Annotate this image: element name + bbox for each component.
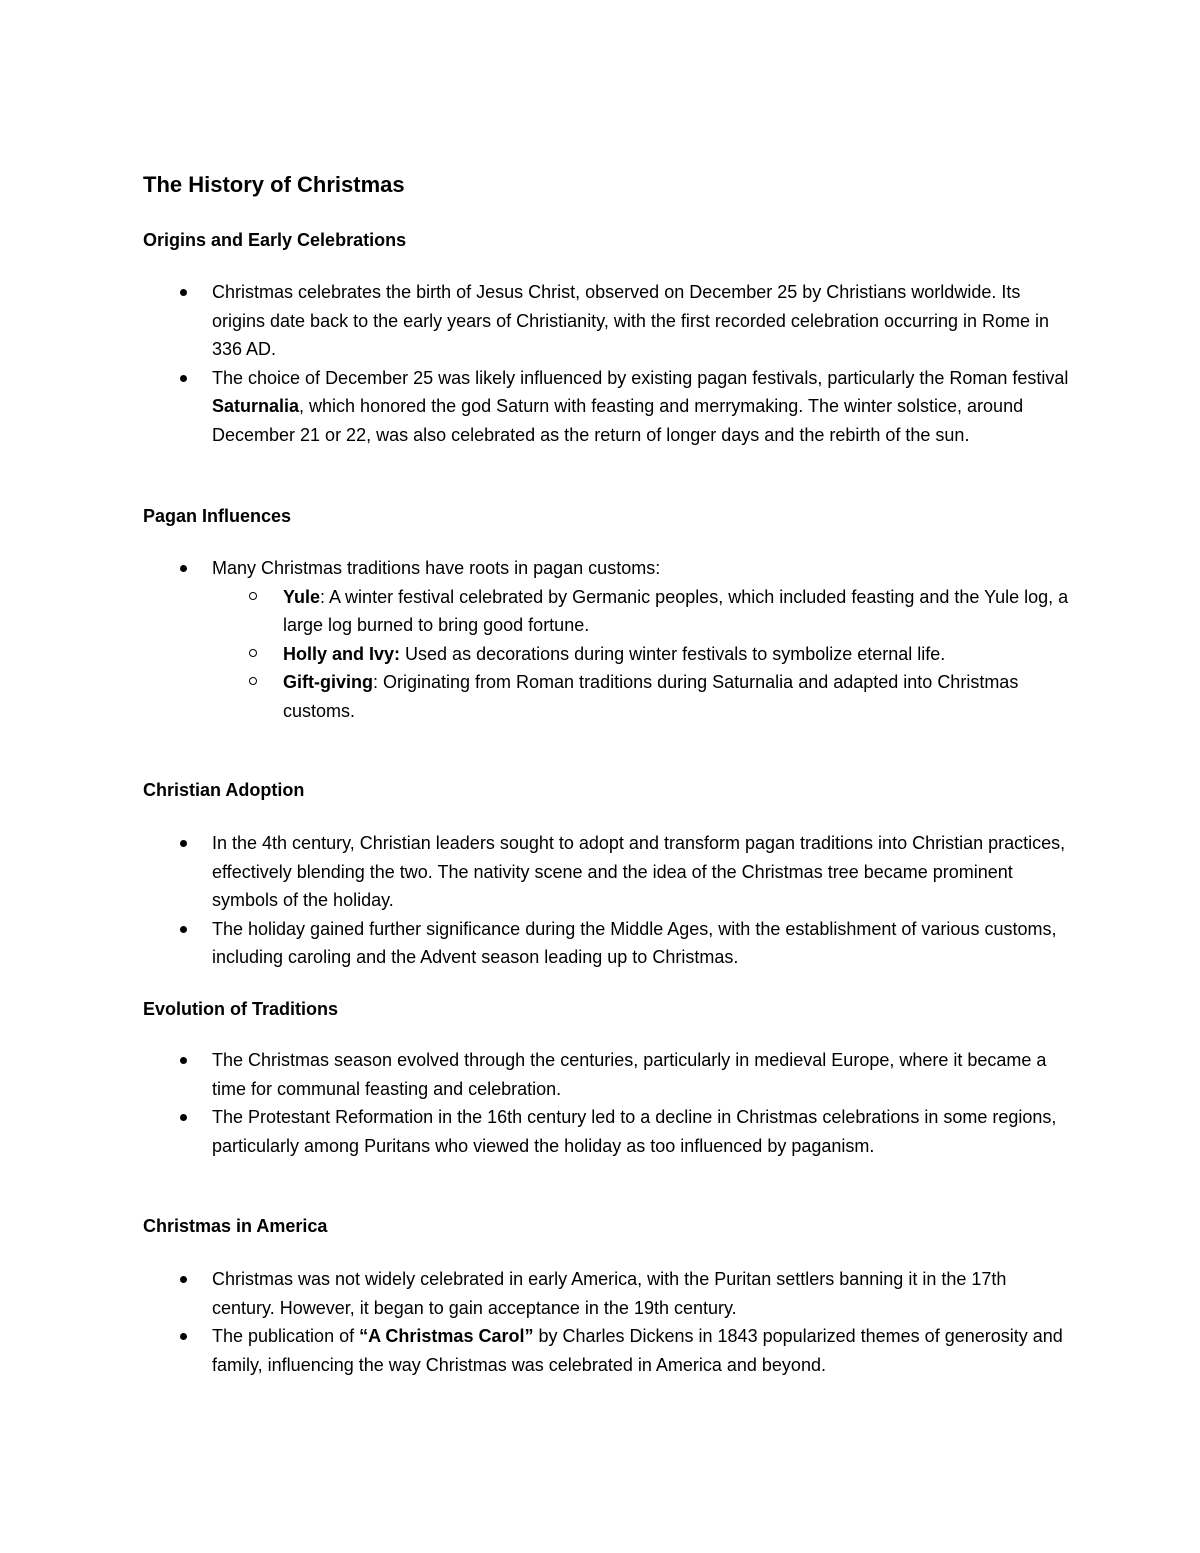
section-heading-christian-adoption: Christian Adoption (143, 780, 305, 800)
bullet-text: The holiday gained further significance during the Middle Ages, with the establishment of various customs, including caroling and the Advent season leading up to Christmas. (212, 918, 1057, 967)
bold-term-saturnalia: Saturnalia (212, 396, 300, 416)
bold-title-christmas-carol: “A Christmas Carol” (359, 1326, 534, 1346)
list-item (143, 1046, 1073, 1103)
list-item (143, 1103, 1073, 1160)
list-item (143, 364, 1073, 450)
section-heading-america: Christmas in America (143, 1216, 328, 1236)
sub-list-item (212, 583, 1073, 640)
sub-bullet-text: : A winter festival celebrated by Germanic peoples, which included feasting and the Yule log, a large log burned to bring good fortune. (283, 586, 1069, 635)
bullet-text: , which honored the god Saturn with feasting and merrymaking. The winter solstice, around December 21 or 22, was also celebrated as the return of longer days and the rebirth of the sun. (212, 396, 1024, 445)
sub-bullet-text: Used as decorations during winter festivals to symbolize eternal life. (400, 643, 946, 664)
section-heading-pagan: Pagan Influences (143, 506, 292, 526)
bullet-text: The choice of December 25 was likely influenced by existing pagan festivals, particularly the Roman festival (212, 367, 1069, 388)
bullet-text: The publication of (212, 1326, 360, 1346)
bullet-text: Many Christmas traditions have roots in pagan customs: (212, 558, 661, 578)
list-item (143, 278, 1073, 364)
bullet-text: The Christmas season evolved through the centuries, particularly in medieval Europe, where it became a time for communal feasting and celebration. (212, 1050, 1047, 1099)
pagan-sub-list (212, 583, 1073, 726)
section-heading-evolution: Evolution of Traditions (143, 999, 338, 1019)
evolution-bullet-list (143, 1046, 1073, 1160)
list-item (143, 915, 1073, 972)
sub-list-item (212, 640, 1073, 669)
section-heading-origins: Origins and Early Celebrations (143, 230, 407, 250)
bold-term-gift-giving: Gift-giving (283, 672, 373, 692)
bold-term-holly-ivy: Holly and Ivy: (283, 643, 401, 664)
bullet-text: Christmas was not widely celebrated in early America, with the Puritan settlers banning it in the 17th century. However, it began to gain acceptance in the 19th century. (212, 1269, 1007, 1318)
bullet-text: The Protestant Reformation in the 16th century led to a decline in Christmas celebrations in some regions, particularly among Puritans who viewed the holiday as too influenced by paganism. (212, 1107, 1057, 1156)
sub-bullet-text: : Originating from Roman traditions during Saturnalia and adapted into Christmas customs. (283, 672, 1019, 721)
sub-list-item (212, 668, 1073, 725)
list-item (143, 554, 1073, 725)
pagan-bullet-list (143, 554, 1073, 725)
list-item (143, 1322, 1073, 1379)
bullet-text: by Charles Dickens in 1843 popularized themes of generosity and family, influencing the way Christmas was celebrated in America and beyond. (212, 1326, 1063, 1375)
america-bullet-list (143, 1265, 1073, 1379)
list-item (143, 1265, 1073, 1322)
list-item (143, 829, 1073, 915)
bullet-text: Christmas celebrates the birth of Jesus Christ, observed on December 25 by Christians worldwide. Its origins date back to the early years of Christianity, with the first recorded celebration occurring in Rome in 336 AD. (212, 282, 1050, 359)
christian-adoption-bullet-list (143, 829, 1073, 972)
document-title: The History of Christmas (143, 172, 405, 197)
origins-bullet-list (143, 278, 1073, 449)
bullet-text: In the 4th century, Christian leaders sought to adopt and transform pagan traditions into Christian practices, effectively blending the two. The nativity scene and the idea of the Christmas tree became prominent symbols of the holiday. (212, 833, 1066, 910)
bold-term-yule: Yule (283, 586, 321, 607)
